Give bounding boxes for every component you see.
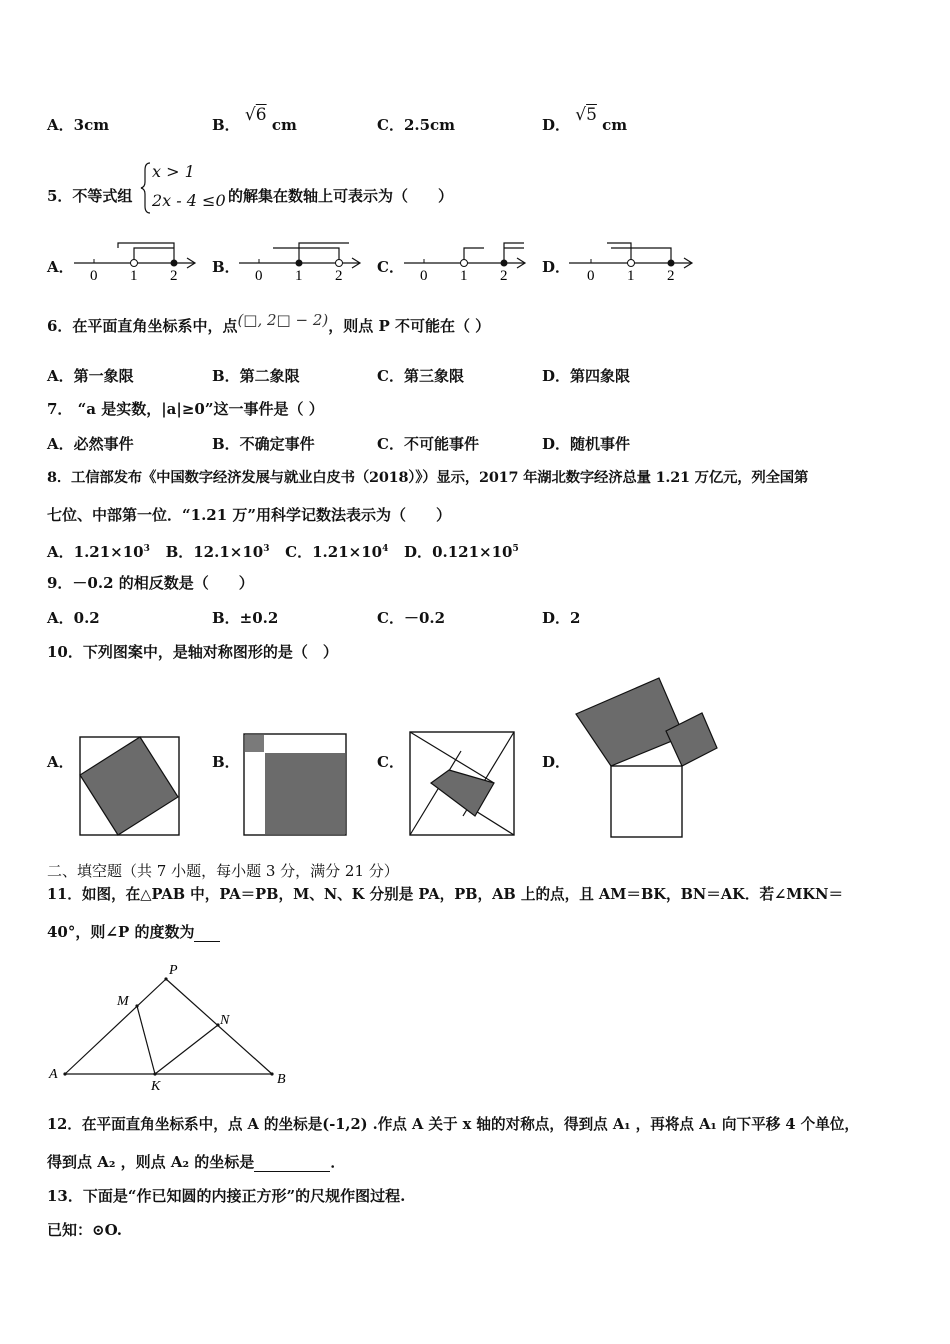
svg-text:2: 2 bbox=[500, 268, 508, 284]
q6-option-a: A．第一象限 bbox=[47, 367, 134, 385]
q7-option-d: D．随机事件 bbox=[542, 435, 631, 453]
section2-title: 二、填空题（共 7 小题，每小题 3 分，满分 21 分） bbox=[47, 862, 399, 880]
label-a: A bbox=[49, 1067, 58, 1082]
q5-system-line2: 2x - 4 ≤0 bbox=[152, 191, 226, 210]
q6-point-expression: (□, 2□ − 2) bbox=[237, 311, 329, 329]
q11-answer-blank[interactable] bbox=[194, 925, 220, 942]
q13-stem-line2: 已知：⊙O. bbox=[47, 1221, 122, 1239]
q6-stem: 6．在平面直角坐标系中，点(□, 2□ − 2)，则点 P 不可能在（ ） bbox=[47, 311, 491, 335]
q10-figure-d bbox=[574, 676, 720, 840]
q5-system-line1: x > 1 bbox=[152, 162, 195, 181]
q10-figure-c bbox=[409, 731, 516, 837]
label-b: B bbox=[277, 1072, 286, 1087]
q8-option-c: C．$1.21\times 10^4$ bbox=[285, 543, 389, 561]
label-k: K bbox=[151, 1079, 161, 1090]
q5-numberline-d bbox=[567, 238, 697, 284]
q4-option-a: A．3cm bbox=[47, 116, 110, 134]
label-n: N bbox=[220, 1013, 230, 1028]
q10-option-a-letter: A． bbox=[47, 753, 74, 771]
q5-option-a-letter: A． bbox=[47, 258, 74, 276]
q9-option-a: A．0.2 bbox=[47, 609, 100, 627]
q5-option-d-letter: D． bbox=[542, 258, 571, 276]
q4-option-b: B． √6 cm bbox=[212, 105, 297, 134]
svg-text:0: 0 bbox=[587, 268, 595, 284]
q6-option-b: B．第二象限 bbox=[212, 367, 300, 385]
q9-option-b: B．±0.2 bbox=[212, 609, 279, 627]
q11-triangle-figure bbox=[45, 958, 295, 1090]
q10-figure-a bbox=[79, 736, 181, 838]
q5-numberline-b bbox=[237, 238, 365, 284]
q7-option-c: C．不可能事件 bbox=[377, 435, 479, 453]
q4-option-d: D． √5 cm bbox=[542, 105, 628, 134]
q5-numberline-c bbox=[402, 238, 530, 284]
svg-text:2: 2 bbox=[667, 268, 675, 284]
svg-text:0: 0 bbox=[420, 268, 428, 284]
q9-option-d: D．2 bbox=[542, 609, 581, 627]
q9-stem: 9．－0.2 的相反数是（ ） bbox=[47, 574, 254, 592]
q10-stem: 10．下列图案中，是轴对称图形的是（ ） bbox=[47, 643, 338, 661]
q10-option-b-letter: B． bbox=[212, 753, 240, 771]
q5-stem-prefix: 5．不等式组 bbox=[47, 187, 133, 205]
q10-figure-b bbox=[243, 733, 348, 837]
svg-text:0: 0 bbox=[255, 268, 263, 284]
q9-option-c: C．－0.2 bbox=[377, 609, 446, 627]
q7-option-a: A．必然事件 bbox=[47, 435, 134, 453]
q5-stem-suffix: 的解集在数轴上可表示为（ ） bbox=[228, 187, 454, 205]
q6-option-c: C．第三象限 bbox=[377, 367, 464, 385]
q12-stem-line2: 得到点 A₂ ，则点 A₂ 的坐标是 ． bbox=[47, 1153, 346, 1171]
q10-option-c-letter: C． bbox=[377, 753, 404, 771]
q6-option-d: D．第四象限 bbox=[542, 367, 631, 385]
q8-option-b: B．$12.1\times 10^3$ bbox=[165, 543, 270, 561]
q13-stem-line1: 13．下面是“作已知圆的内接正方形”的尺规作图过程. bbox=[47, 1187, 406, 1205]
q8-stem-line1: 8．工信部发布《中国数字经济发展与就业白皮书（2018）》）显示，2017 年湖北数字经济总量 1.21 万亿元，列全国第 bbox=[47, 469, 809, 486]
q8-option-a: A．$1.21\times 10^3$ bbox=[47, 543, 150, 561]
q7-option-b: B．不确定事件 bbox=[212, 435, 315, 453]
q8-options bbox=[47, 539, 519, 562]
q8-stem-line2: 七位、中部第一位．“1.21 万”用科学记数法表示为（ ） bbox=[47, 506, 452, 524]
q12-stem-line1: 12．在平面直角坐标系中，点 A 的坐标是(-1,2) .作点 A 关于 x 轴的对称点，得到点 A₁ ，再将点 A₁ 向下平移 4 个单位， bbox=[47, 1116, 859, 1133]
q11-stem-line1: 11．如图，在△PAB 中，PA＝PB，M、N、K 分别是 PA，PB，AB 上的点，且 AM＝BK，BN＝AK．若∠MKN＝ bbox=[47, 886, 844, 903]
q10-option-d-letter: D． bbox=[542, 753, 571, 771]
tick-0: 0 bbox=[90, 268, 98, 284]
q8-option-d: D．$0.121\times 10^5$ bbox=[404, 543, 519, 561]
tick-2: 2 bbox=[170, 268, 178, 284]
q11-stem-line2: 40°，则∠P 的度数为 bbox=[47, 922, 220, 942]
q5-option-c-letter: C． bbox=[377, 258, 404, 276]
svg-text:1: 1 bbox=[627, 268, 635, 284]
label-p: P bbox=[169, 963, 178, 978]
svg-text:1: 1 bbox=[460, 268, 468, 284]
q4-option-c: C．2.5cm bbox=[377, 116, 456, 134]
q5-option-b-letter: B． bbox=[212, 258, 240, 276]
q12-answer-blank[interactable] bbox=[254, 1155, 330, 1172]
label-m: M bbox=[117, 994, 129, 1009]
q5-numberline-a bbox=[72, 238, 200, 284]
svg-text:2: 2 bbox=[335, 268, 343, 284]
q7-stem: 7． “a 是实数，|a|≥0”这一事件是（ ） bbox=[47, 400, 324, 418]
svg-text:1: 1 bbox=[295, 268, 303, 284]
tick-1: 1 bbox=[130, 268, 138, 284]
